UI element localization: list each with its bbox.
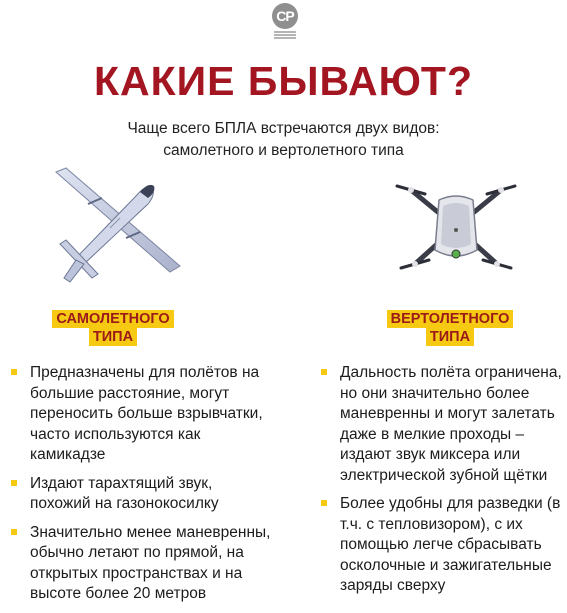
badge-fixed-wing-line-2: ТИПА bbox=[89, 328, 137, 346]
fixed-wing-features-list bbox=[10, 363, 275, 613]
publisher-logo bbox=[270, 3, 300, 43]
bullet-icon bbox=[11, 529, 17, 535]
list-item: Значительно менее маневренны, обычно летают по прямой, на открытых пространствах и на высоте более 20 метров bbox=[10, 523, 275, 605]
multirotor-features-list bbox=[320, 363, 565, 605]
bullet-icon bbox=[321, 369, 327, 375]
page-title: КАКИЕ БЫВАЮТ? bbox=[94, 58, 473, 104]
list-item: Издают тарахтящий звук, похожий на газонокосилку bbox=[10, 474, 275, 515]
badge-fixed-wing-line-1: САМОЛЕТНОГО bbox=[52, 310, 173, 328]
quadcopter-drone-icon bbox=[395, 172, 517, 282]
badge-fixed-wing bbox=[38, 310, 188, 346]
fixed-wing-drone-icon bbox=[48, 168, 188, 286]
list-item: Более удобны для разведки (в т.ч. с тепловизором), с их помощью легче сбрасывать осколочные и зажигательные заряды сверху bbox=[320, 494, 565, 597]
bullet-icon bbox=[11, 369, 17, 375]
bullet-icon bbox=[321, 500, 327, 506]
bullet-icon bbox=[11, 480, 17, 486]
subtitle-line-2: самолетного и вертолетного типа bbox=[163, 142, 404, 159]
badge-multirotor-line-2: ТИПА bbox=[426, 328, 474, 346]
badge-multirotor bbox=[375, 310, 525, 346]
list-item: Дальность полёта ограничена, но они значительно более маневренны и могут залетать даже в мелкие проходы – издают звук миксера или электрической зубной щётки bbox=[320, 363, 565, 486]
badge-multirotor-line-1: ВЕРТОЛЕТНОГО bbox=[387, 310, 514, 328]
list-item: Предназначены для полётов на большие расстояние, могут переносить больше взрывчатки, часто используются как камикадзе bbox=[10, 363, 275, 466]
page-subtitle bbox=[0, 118, 567, 162]
subtitle-line-1: Чаще всего БПЛА встречаются двух видов: bbox=[127, 120, 440, 137]
logo-monogram: СР bbox=[272, 3, 298, 29]
logo-lines bbox=[274, 31, 296, 40]
